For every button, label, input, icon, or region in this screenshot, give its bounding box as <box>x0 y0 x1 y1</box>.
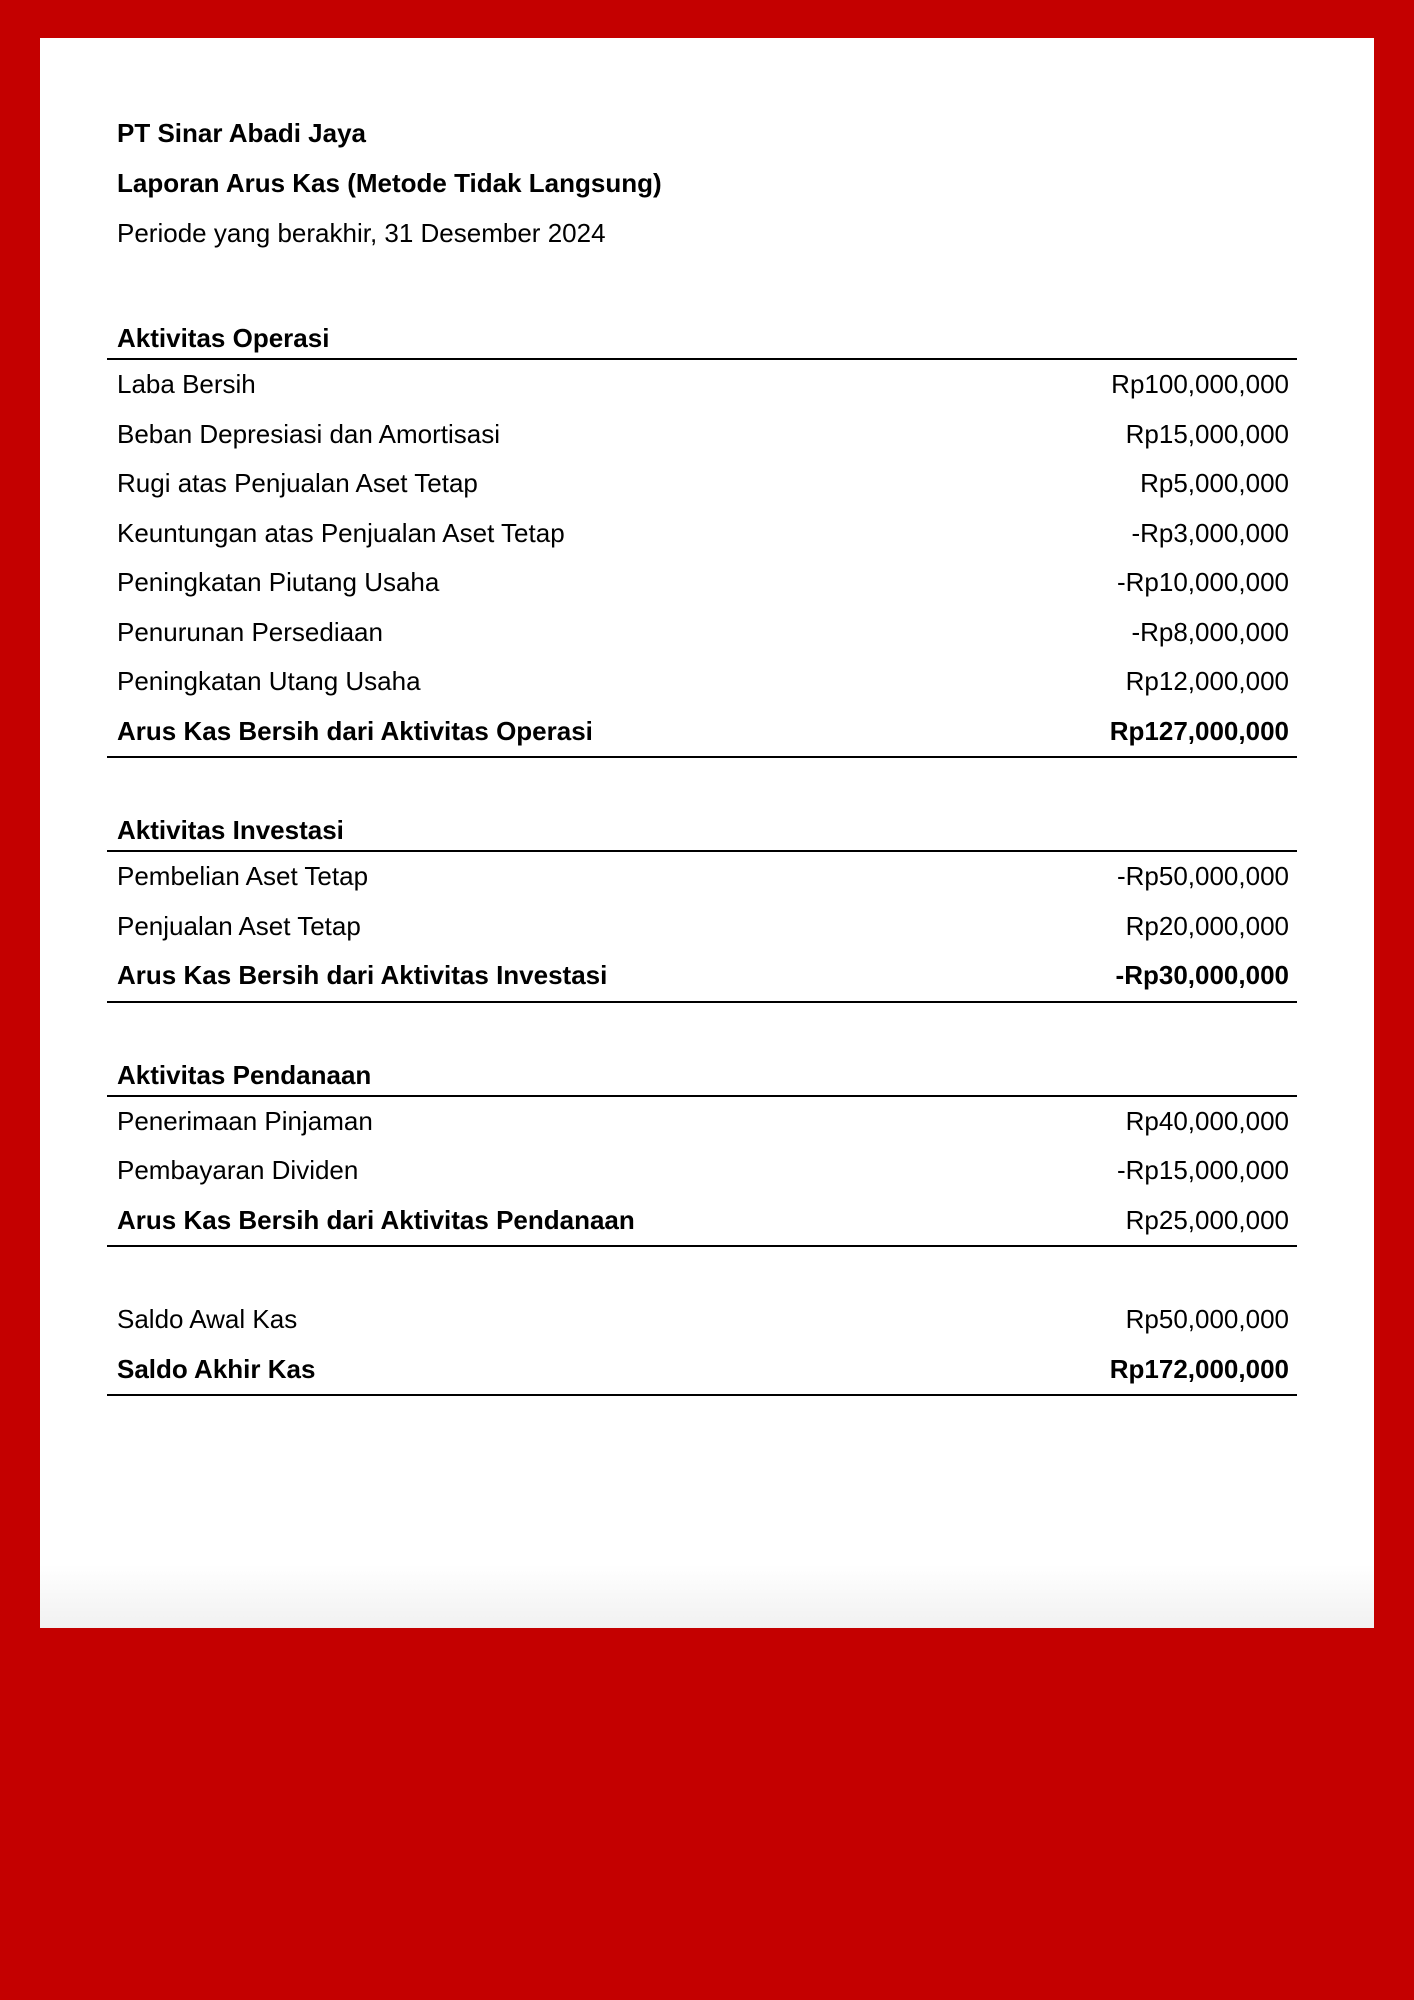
row-label: Pembayaran Dividen <box>117 1155 359 1185</box>
row-label: Beban Depresiasi dan Amortisasi <box>117 418 500 449</box>
total-label: Arus Kas Bersih dari Aktivitas Investasi <box>117 960 608 990</box>
row-amount: Rp15,000,000 <box>1125 418 1289 449</box>
total-row-pendanaan <box>107 1196 1297 1248</box>
table-row <box>107 360 1297 410</box>
cash-flow-table <box>107 314 1297 1396</box>
section-spacer <box>107 1003 1297 1051</box>
row-amount: -Rp3,000,000 <box>1131 517 1289 548</box>
total-label: Saldo Akhir Kas <box>117 1353 316 1384</box>
row-amount: Rp12,000,000 <box>1125 666 1289 696</box>
total-amount: Rp25,000,000 <box>1125 1204 1289 1235</box>
table-row <box>107 558 1297 608</box>
document-sheet <box>40 38 1374 1628</box>
row-label: Laba Bersih <box>117 369 256 399</box>
section-title-pendanaan: Aktivitas Pendanaan <box>107 1051 1297 1097</box>
row-label: Peningkatan Utang Usaha <box>117 666 421 696</box>
table-row <box>107 902 1297 952</box>
row-amount: Rp50,000,000 <box>1125 1304 1289 1334</box>
row-label: Saldo Awal Kas <box>117 1304 298 1334</box>
total-row-operasi <box>107 707 1297 759</box>
total-label: Arus Kas Bersih dari Aktivitas Operasi <box>117 715 593 746</box>
table-row <box>107 410 1297 460</box>
table-row <box>107 852 1297 902</box>
table-row <box>107 459 1297 509</box>
table-row <box>107 509 1297 559</box>
row-amount: -Rp10,000,000 <box>1116 567 1289 597</box>
section-title-investasi: Aktivitas Investasi <box>107 806 1297 852</box>
report-period: Periode yang berakhir, 31 Desember 2024 <box>117 218 606 248</box>
total-amount: Rp172,000,000 <box>1109 1353 1289 1384</box>
row-label: Pembelian Aset Tetap <box>117 861 369 891</box>
total-row-saldo-akhir <box>107 1345 1297 1397</box>
row-amount: Rp20,000,000 <box>1125 910 1289 941</box>
row-amount: Rp40,000,000 <box>1125 1105 1289 1136</box>
table-row <box>107 657 1297 707</box>
row-amount: Rp5,000,000 <box>1140 468 1289 498</box>
table-row <box>107 608 1297 658</box>
row-label: Penerimaan Pinjaman <box>117 1105 373 1136</box>
section-title-operasi: Aktivitas Operasi <box>107 314 1297 360</box>
table-row <box>107 1097 1297 1147</box>
row-amount: Rp100,000,000 <box>1111 369 1289 399</box>
row-label: Rugi atas Penjualan Aset Tetap <box>117 468 478 498</box>
company-name: PT Sinar Abadi Jaya <box>117 118 367 148</box>
total-label: Arus Kas Bersih dari Aktivitas Pendanaan <box>117 1204 635 1235</box>
section-spacer <box>107 758 1297 806</box>
total-amount: Rp127,000,000 <box>1109 715 1289 746</box>
row-amount: -Rp8,000,000 <box>1131 616 1289 647</box>
report-title: Laporan Arus Kas (Metode Tidak Langsung) <box>117 168 662 198</box>
total-amount: -Rp30,000,000 <box>1115 960 1289 990</box>
table-row-saldo-awal <box>107 1295 1297 1345</box>
row-label: Keuntungan atas Penjualan Aset Tetap <box>117 517 565 548</box>
row-label: Peningkatan Piutang Usaha <box>117 567 440 597</box>
table-row <box>107 1146 1297 1196</box>
row-amount: -Rp50,000,000 <box>1116 861 1289 891</box>
row-label: Penjualan Aset Tetap <box>117 910 361 941</box>
row-amount: -Rp15,000,000 <box>1116 1155 1289 1185</box>
section-spacer <box>107 1247 1297 1295</box>
total-row-investasi <box>107 951 1297 1003</box>
row-label: Penurunan Persediaan <box>117 616 383 647</box>
report-header <box>117 108 662 258</box>
